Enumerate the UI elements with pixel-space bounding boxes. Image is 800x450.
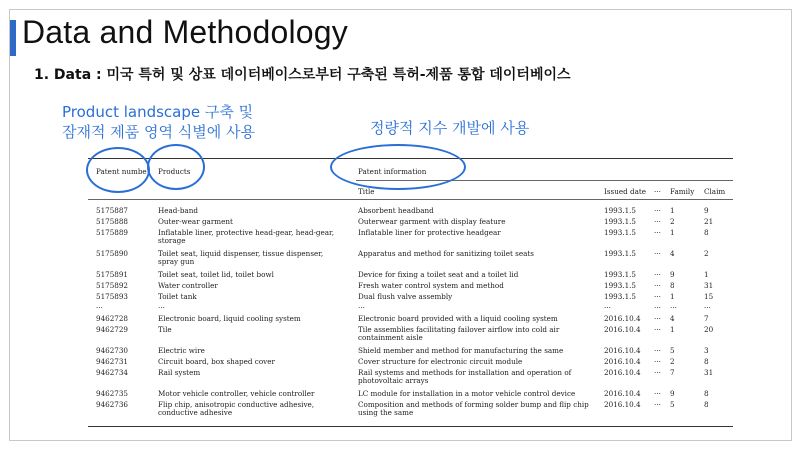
cell-claim: 8 <box>704 400 709 409</box>
header-patent-information: Patent information <box>358 167 427 176</box>
cell-title: Composition and methods of forming solder bump and flip chip using the same <box>358 400 589 418</box>
cell-products: Rail system <box>158 368 201 377</box>
cell-products: Electric wire <box>158 346 205 355</box>
cell-issued-date: 2016.10.4 <box>604 346 641 355</box>
header-claim: Claim <box>704 187 726 196</box>
cell-family: 9 <box>670 270 675 279</box>
cell-products: Electronic board, liquid cooling system <box>158 314 301 323</box>
cell-patent-number: 9462736 <box>96 400 129 409</box>
cell-products: Inflatable liner, protective head-gear, head-gear, storage <box>158 228 334 246</box>
cell-issued-date: 2016.10.4 <box>604 357 641 366</box>
cell-family: 4 <box>670 249 675 258</box>
cell-title: LC module for installation in a motor vehicle control device <box>358 389 576 398</box>
cell-products: Tile <box>158 325 172 334</box>
title-accent-bar <box>10 20 16 56</box>
cell-claim: 15 <box>704 292 714 301</box>
cell-title: Shield member and method for manufacturing the same <box>358 346 564 355</box>
cell-claim: 3 <box>704 346 709 355</box>
cell-issued-date: 1993.1.5 <box>604 217 637 226</box>
cell-title: Inflatable liner for protective headgear <box>358 228 501 237</box>
header-bottom-rule <box>88 199 733 200</box>
cell-family: 1 <box>670 228 675 237</box>
cell-issued-date: 2016.10.4 <box>604 314 641 323</box>
cell-ellipsis: ··· <box>654 325 661 334</box>
cell-family: ··· <box>670 303 677 312</box>
slide-subtitle: 1. Data : 미국 특허 및 상표 데이터베이스로부터 구축된 특허-제품 통합 데이터베이스 <box>34 67 571 83</box>
cell-patent-number: 5175887 <box>96 206 129 215</box>
cell-claim: 20 <box>704 325 714 334</box>
cell-family: 2 <box>670 357 675 366</box>
cell-patent-number: 9462729 <box>96 325 129 334</box>
cell-patent-number: 9462735 <box>96 389 129 398</box>
header-products: Products <box>158 167 191 176</box>
cell-patent-number: 5175888 <box>96 217 129 226</box>
cell-title: ··· <box>358 303 365 312</box>
annotation-line-2: 잠재적 제품 영역 식별에 사용 <box>62 123 255 141</box>
header-family: Family <box>670 187 695 196</box>
cell-issued-date: 2016.10.4 <box>604 368 641 377</box>
cell-products: Toilet seat, toilet lid, toilet bowl <box>158 270 274 279</box>
cell-products: Outer-wear garment <box>158 217 233 226</box>
cell-ellipsis: ··· <box>654 292 661 301</box>
cell-family: 4 <box>670 314 675 323</box>
cell-title: Dual flush valve assembly <box>358 292 453 301</box>
highlight-ellipse-products <box>147 144 205 190</box>
cell-ellipsis: ··· <box>654 206 661 215</box>
cell-family: 5 <box>670 346 675 355</box>
header-title: Title <box>358 187 375 196</box>
cell-family: 9 <box>670 389 675 398</box>
cell-ellipsis: ··· <box>654 281 661 290</box>
cell-issued-date: 2016.10.4 <box>604 389 641 398</box>
cell-patent-number: 9462728 <box>96 314 129 323</box>
cell-issued-date: 1993.1.5 <box>604 206 637 215</box>
header-patent-number: Patent numbe <box>96 167 147 176</box>
cell-title: Outerwear garment with display feature <box>358 217 506 226</box>
cell-issued-date: ··· <box>604 303 611 312</box>
cell-ellipsis: ··· <box>654 400 661 409</box>
cell-claim: 1 <box>704 270 709 279</box>
cell-ellipsis: ··· <box>654 228 661 237</box>
cell-family: 5 <box>670 400 675 409</box>
cell-patent-number: 5175890 <box>96 249 129 258</box>
cell-products: Water controller <box>158 281 218 290</box>
cell-ellipsis: ··· <box>654 303 661 312</box>
cell-claim: 8 <box>704 389 709 398</box>
cell-claim: 31 <box>704 368 714 377</box>
cell-issued-date: 1993.1.5 <box>604 292 637 301</box>
cell-patent-number: 9462730 <box>96 346 129 355</box>
cell-family: 1 <box>670 292 675 301</box>
cell-issued-date: 2016.10.4 <box>604 325 641 334</box>
header-issued-date: Issued date <box>604 187 647 196</box>
cell-family: 7 <box>670 368 675 377</box>
cell-ellipsis: ··· <box>654 270 661 279</box>
cell-products: ··· <box>158 303 165 312</box>
cell-patent-number: 9462731 <box>96 357 129 366</box>
cell-patent-number: 5175891 <box>96 270 129 279</box>
cell-issued-date: 1993.1.5 <box>604 281 637 290</box>
cell-family: 8 <box>670 281 675 290</box>
cell-ellipsis: ··· <box>654 314 661 323</box>
cell-ellipsis: ··· <box>654 357 661 366</box>
annotation-line-1: Product landscape 구축 및 <box>62 103 254 121</box>
cell-claim: 8 <box>704 228 709 237</box>
cell-patent-number: ··· <box>96 303 103 312</box>
cell-claim: 8 <box>704 357 709 366</box>
table-bottom-rule <box>88 426 733 427</box>
cell-title: Fresh water control system and method <box>358 281 504 290</box>
cell-ellipsis: ··· <box>654 217 661 226</box>
cell-patent-number: 5175893 <box>96 292 129 301</box>
highlight-ellipse-patent-number <box>86 147 150 193</box>
cell-issued-date: 1993.1.5 <box>604 249 637 258</box>
cell-patent-number: 5175889 <box>96 228 129 237</box>
cell-products: Circuit board, box shaped cover <box>158 357 275 366</box>
highlight-ellipse-patent-information <box>330 144 466 190</box>
cell-title: Electronic board provided with a liquid cooling system <box>358 314 558 323</box>
cell-issued-date: 2016.10.4 <box>604 400 641 409</box>
cell-claim: 2 <box>704 249 709 258</box>
header-ellipsis: ··· <box>654 187 661 196</box>
cell-products: Motor vehicle controller, vehicle controller <box>158 389 315 398</box>
cell-title: Apparatus and method for sanitizing toilet seats <box>358 249 534 258</box>
cell-title: Cover structure for electronic circuit module <box>358 357 523 366</box>
cell-patent-number: 9462734 <box>96 368 129 377</box>
cell-title: Rail systems and methods for installation and operation of photovoltaic arrays <box>358 368 572 386</box>
cell-products: Toilet seat, liquid dispenser, tissue dispenser, spray gun <box>158 249 324 267</box>
cell-family: 2 <box>670 217 675 226</box>
cell-claim: 9 <box>704 206 709 215</box>
cell-title: Tile assemblies facilitating failover airflow into cold air containment aisle <box>358 325 560 343</box>
cell-products: Toilet tank <box>158 292 197 301</box>
cell-claim: 31 <box>704 281 714 290</box>
cell-products: Head-band <box>158 206 198 215</box>
cell-ellipsis: ··· <box>654 389 661 398</box>
cell-issued-date: 1993.1.5 <box>604 228 637 237</box>
cell-family: 1 <box>670 325 675 334</box>
cell-products: Flip chip, anisotropic conductive adhesive, conductive adhesive <box>158 400 315 418</box>
cell-ellipsis: ··· <box>654 249 661 258</box>
slide-title: Data and Methodology <box>22 14 348 50</box>
cell-family: 1 <box>670 206 675 215</box>
cell-issued-date: 1993.1.5 <box>604 270 637 279</box>
cell-ellipsis: ··· <box>654 368 661 377</box>
annotation-quantitative-index: 정량적 지수 개발에 사용 <box>370 119 530 137</box>
annotation-product-landscape <box>62 102 255 142</box>
cell-title: Absorbent headband <box>358 206 434 215</box>
cell-patent-number: 5175892 <box>96 281 129 290</box>
cell-claim: 7 <box>704 314 709 323</box>
cell-ellipsis: ··· <box>654 346 661 355</box>
cell-claim: ··· <box>704 303 711 312</box>
cell-title: Device for fixing a toilet seat and a toilet lid <box>358 270 519 279</box>
cell-claim: 21 <box>704 217 714 226</box>
